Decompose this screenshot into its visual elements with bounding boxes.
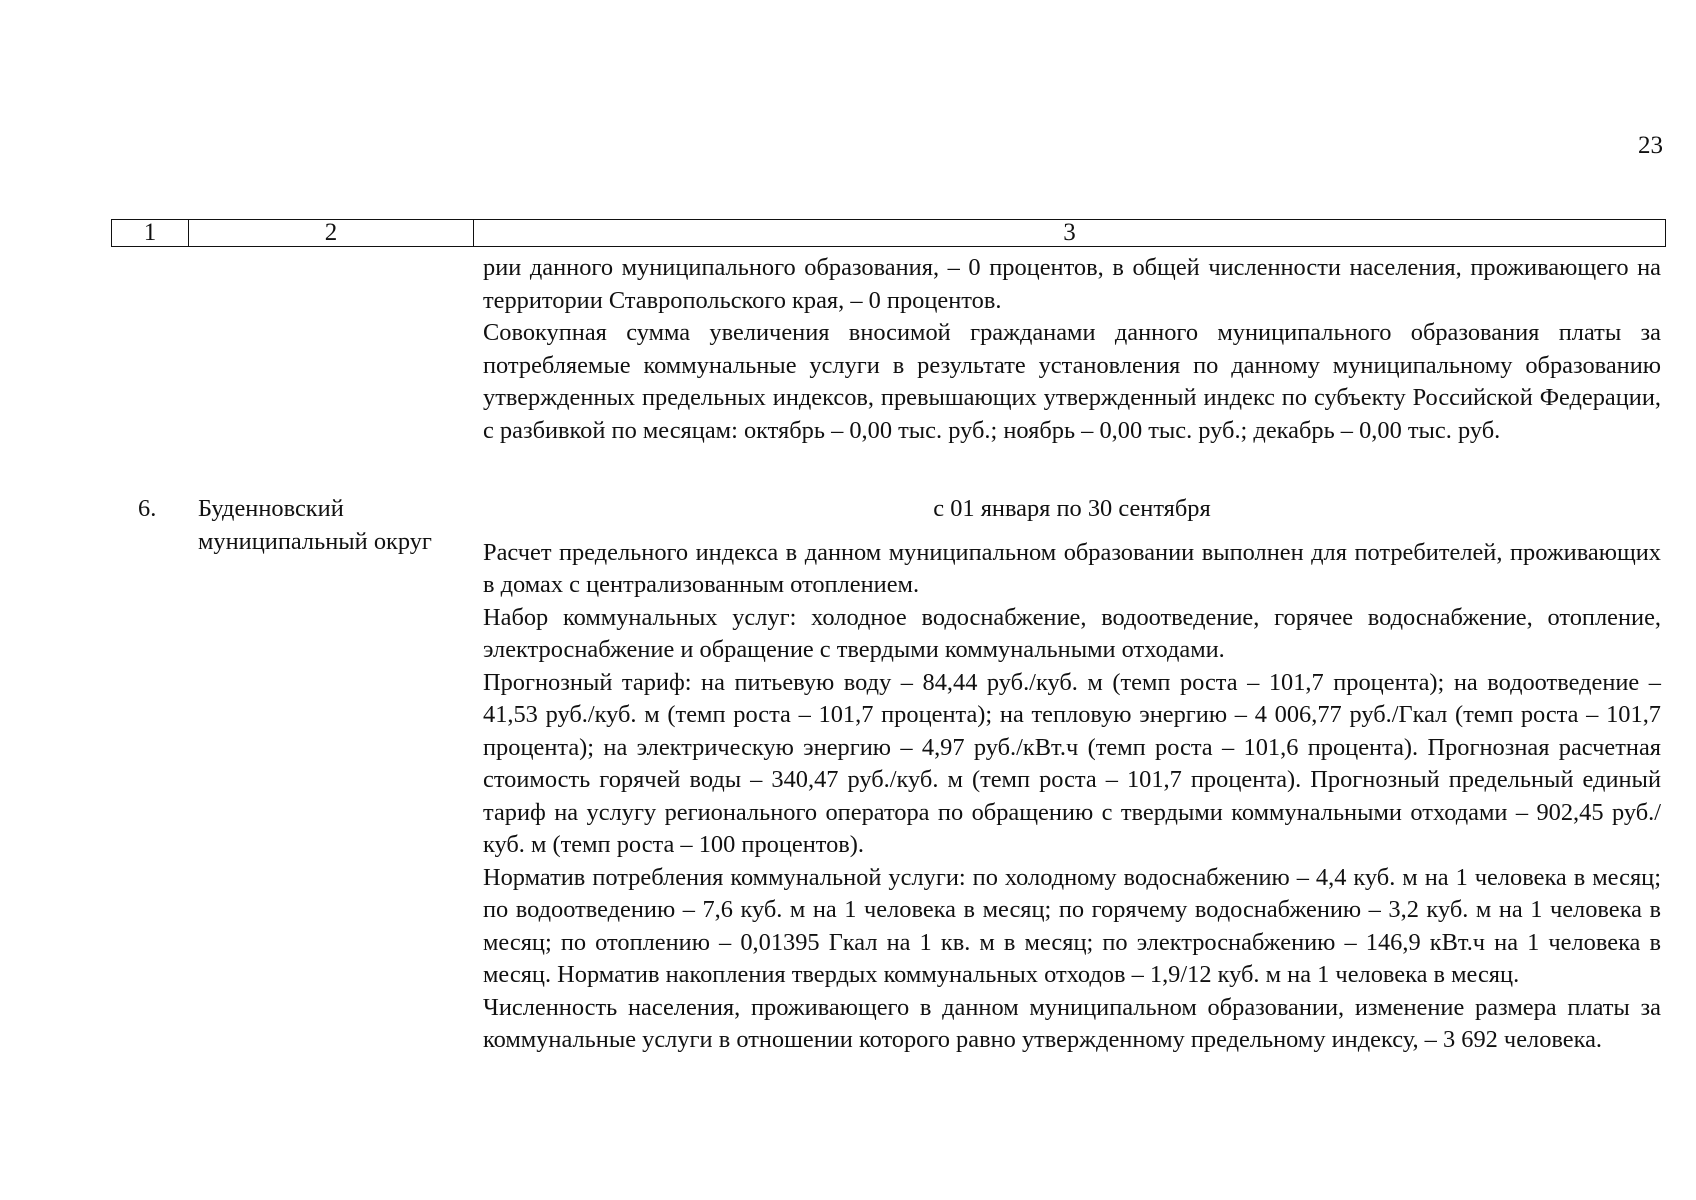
paragraph: Норматив потребления коммунальной услуги: по холодному водоснабжению – 4,4 куб. м на 1 человека в месяц; по водоотведению – 7,6 куб. м на 1 человека в месяц; по горячему водоснабжению – 3,2 куб. м на 1 человека в месяц; по отоплению – 0,01395 Гкал на 1 кв. м в месяц; по электроснабжению – 146,9 кВт.ч на 1 человека в месяц. Норматив накопления твердых коммунальных отходов – 1,9/12 куб. м на 1 человека в месяц.: [483, 863, 1661, 988]
paragraph: Расчет предельного индекса в данном муниципальном образовании выполнен для потребителей, проживающих в домах с централизованным отоплением.: [483, 538, 1661, 598]
column-header-3: 3: [1063, 219, 1076, 246]
paragraph: Прогнозный тариф: на питьевую воду – 84,44 руб./куб. м (темп роста – 101,7 процента); на водоотведение – 41,53 руб./куб. м (темп роста – 101,7 процента); на тепловую энергию – 4 006,77 руб./Гкал (темп роста – 101,7 процента); на электрическую энергию – 4,97 руб./кВт.ч (темп роста – 101,6 процента). Прогнозная расчетная стоимость горячей воды – 340,47 руб./куб. м (темп роста – 101,7 процента). Прогнозный предельный единый тариф на услугу регионального оператора по обращению с твердыми коммунальными отходами – 902,45 руб./куб. м (темп роста – 100 процентов).: [483, 668, 1661, 858]
continued-cell: [483, 252, 1661, 447]
column-header-2: 2: [189, 220, 474, 246]
row-6-description: [483, 493, 1661, 1057]
period-heading: с 01 января по 30 сентября: [933, 495, 1211, 522]
page-number: 23: [1638, 132, 1663, 159]
row-number: 6.: [138, 495, 157, 522]
paragraph: рии данного муниципального образования, – 0 процентов, в общей численности населения, проживающего на территории Ставропольского края, – 0 процентов.: [483, 254, 1661, 314]
municipality-name: Буденновский муниципальный округ: [198, 495, 432, 555]
paragraph: Совокупная сумма увеличения вносимой гражданами данного муниципального образования платы за потребляемые коммунальные услуги в результате установления по данному муниципальному образованию утвержденных предельных индексов, превышающих утвержденный индекс по субъекту Российской Федерации, с разбивкой по месяцам: октябрь – 0,00 тыс. руб.; ноябрь – 0,00 тыс. руб.; декабрь – 0,00 тыс. руб.: [483, 319, 1661, 444]
column-header-1: 1: [112, 220, 189, 246]
table-header: [111, 219, 1666, 247]
paragraph: Набор коммунальных услуг: холодное водоснабжение, водоотведение, горячее водоснабжение, отопление, электроснабжение и обращение с твердыми коммунальными отходами.: [483, 603, 1661, 663]
paragraph: Численность населения, проживающего в данном муниципальном образовании, изменение размера платы за коммунальные услуги в отношении которого равно утвержденному предельному индексу, – 3 692 человека.: [483, 993, 1661, 1053]
